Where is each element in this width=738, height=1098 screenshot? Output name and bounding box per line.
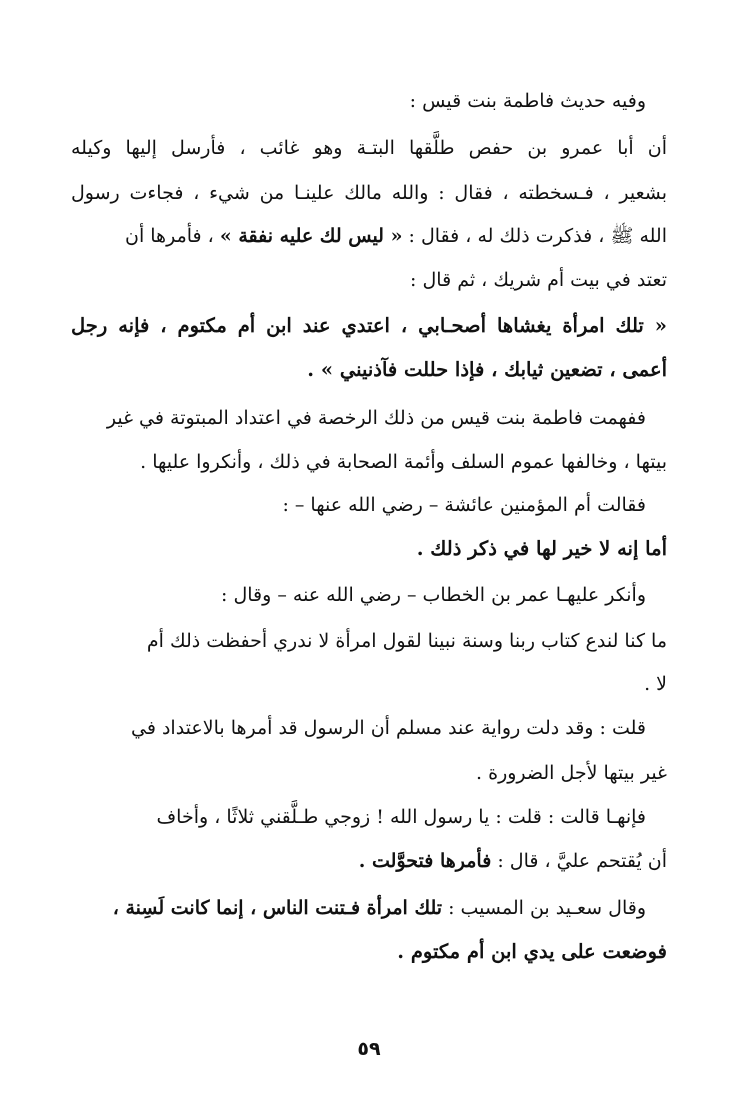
- text-line-15: قلت : وقد دلت رواية عند مسلم أن الرسول قد أمرها بالاعتداد في: [131, 717, 646, 739]
- text-line-16: غير بيتها لأجل الضرورة .: [476, 762, 667, 784]
- text-line-7: أعمى ، تضعين ثيابك ، فإذا حللت فآذنيني » .: [307, 358, 667, 381]
- text-line-19: وقال سعـيد بن المسيب : تلك امرأة فـتنت الناس ، إنما كانت لَسِنة ،: [112, 897, 646, 919]
- text-line-3: بشعير ، فـسخطته ، فقال : والله مالك علينـا من شيء ، فجاءت رسول: [71, 182, 667, 204]
- text-line-5: تعتد في بيت أم شريك ، ثم قال :: [410, 269, 667, 291]
- text-line-6: « تلك امرأة يغشاها أصحـابي ، اعتدي عند ابن أم مكتوم ، فإنه رجل: [71, 314, 667, 337]
- text-line-4: الله ﷺ ، فذكرت ذلك له ، فقال : « ليس لك عليه نفقة » ، فأمرها أن: [125, 225, 667, 247]
- hadith-quote: « ليس لك عليه نفقة »: [219, 225, 403, 247]
- hadith-quote: فأمرها فتحوَّلت .: [358, 850, 492, 872]
- text-line-1: وفيه حديث فاطمة بنت قيس :: [409, 90, 646, 112]
- text-line-9: بيتها ، وخالفها عموم السلف وأئمة الصحابة في ذلك ، وأنكروا عليها .: [140, 451, 667, 473]
- text-line-13: ما كنا لندع كتاب ربنا وسنة نبينا لقول امرأة لا ندري أحفظت ذلك أم: [146, 630, 667, 652]
- text-line-10: فقالت أم المؤمنين عائشة – رضي الله عنها – :: [282, 494, 646, 516]
- page-number: ٥٩: [357, 1038, 381, 1060]
- text-line-2: أن أبا عمرو بن حفص طلَّقها البتـة وهو غائب ، فأرسل إليها وكيله: [71, 137, 667, 159]
- text-line-14: لا .: [644, 673, 667, 695]
- text-line-11: أما إنه لا خير لها في ذكر ذلك .: [416, 537, 667, 560]
- text-line-8: ففهمت فاطمة بنت قيس من ذلك الرخصة في اعتداد المبتوتة في غير: [106, 407, 646, 429]
- text-line-12: وأنكر عليهـا عمر بن الخطاب – رضي الله عنه – وقال :: [221, 584, 646, 606]
- text-line-18: أن يُقتحم عليَّ ، قال : فأمرها فتحوَّلت .: [358, 850, 667, 872]
- text-line-20: فوضعت على يدي ابن أم مكتوم .: [397, 940, 667, 963]
- quote: تلك امرأة فـتنت الناس ، إنما كانت لَسِنة ،: [112, 897, 443, 919]
- text-line-17: فإنهـا قالت : قلت : يا رسول الله ! زوجي طـلَّقني ثلاثًا ، وأخاف: [156, 806, 646, 828]
